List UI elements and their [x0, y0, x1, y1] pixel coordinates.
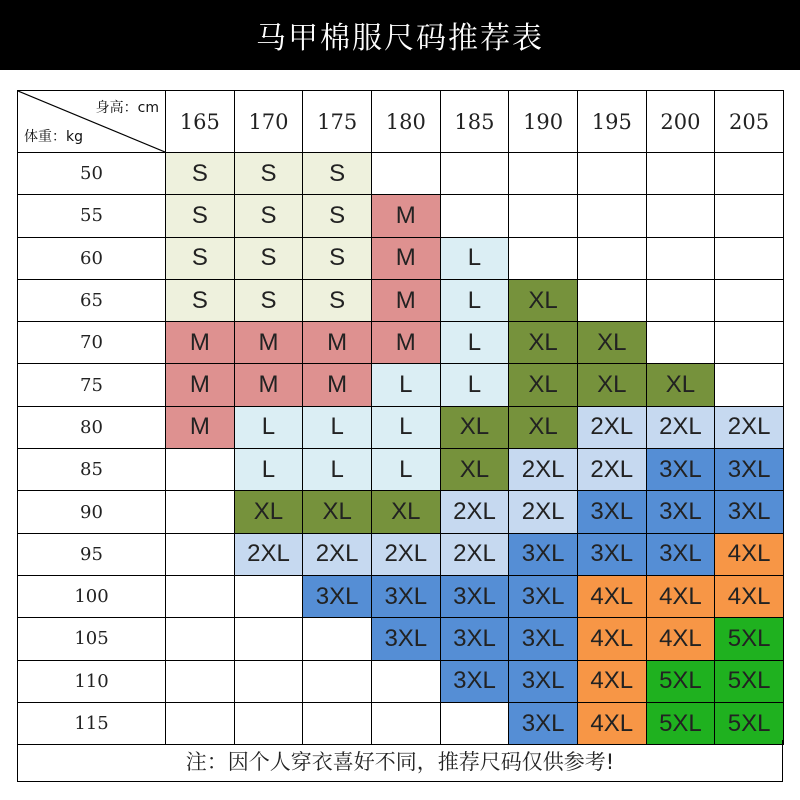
- size-cell: [166, 660, 235, 702]
- size-cell: 2XL: [577, 449, 646, 491]
- header-row: [18, 91, 784, 153]
- size-cell: [715, 195, 784, 237]
- size-cell: XL: [577, 322, 646, 364]
- size-cell: 2XL: [646, 406, 715, 448]
- size-cell: M: [303, 364, 372, 406]
- height-header-195: 195: [577, 91, 646, 153]
- weight-cell: 90: [18, 491, 166, 533]
- size-cell: XL: [440, 449, 509, 491]
- size-cell: [577, 237, 646, 279]
- size-cell: [440, 153, 509, 195]
- size-cell: 4XL: [577, 702, 646, 744]
- size-cell: [371, 660, 440, 702]
- weight-cell: 85: [18, 449, 166, 491]
- size-cell: [715, 279, 784, 321]
- table-row: [18, 322, 784, 364]
- size-cell: XL: [303, 491, 372, 533]
- size-cell: S: [166, 153, 235, 195]
- size-cell: 3XL: [646, 533, 715, 575]
- size-cell: 2XL: [371, 533, 440, 575]
- size-cell: [166, 618, 235, 660]
- size-cell: 4XL: [577, 660, 646, 702]
- table-row: [18, 153, 784, 195]
- table-row: [18, 491, 784, 533]
- size-cell: L: [234, 449, 303, 491]
- size-cell: XL: [646, 364, 715, 406]
- size-cell: 5XL: [715, 618, 784, 660]
- weight-cell: 65: [18, 279, 166, 321]
- size-cell: 2XL: [234, 533, 303, 575]
- table-row: [18, 702, 784, 744]
- table-body: [18, 153, 784, 745]
- size-cell: M: [371, 322, 440, 364]
- table-row: [18, 279, 784, 321]
- size-cell: [715, 153, 784, 195]
- size-cell: XL: [509, 406, 578, 448]
- size-cell: L: [371, 364, 440, 406]
- table-row: [18, 660, 784, 702]
- size-cell: M: [166, 364, 235, 406]
- table-row: [18, 195, 784, 237]
- size-cell: [303, 660, 372, 702]
- size-cell: 3XL: [646, 491, 715, 533]
- size-cell: L: [234, 406, 303, 448]
- size-cell: [577, 195, 646, 237]
- size-cell: M: [371, 279, 440, 321]
- size-cell: 3XL: [509, 618, 578, 660]
- weight-cell: 105: [18, 618, 166, 660]
- size-cell: S: [166, 279, 235, 321]
- weight-cell: 115: [18, 702, 166, 744]
- size-cell: XL: [577, 364, 646, 406]
- size-cell: [646, 237, 715, 279]
- size-cell: [646, 279, 715, 321]
- weight-axis-label: 体重：kg: [24, 129, 83, 145]
- size-cell: 3XL: [715, 449, 784, 491]
- size-cell: [166, 491, 235, 533]
- table-row: [18, 406, 784, 448]
- height-header-165: 165: [166, 91, 235, 153]
- weight-cell: 75: [18, 364, 166, 406]
- size-cell: [715, 364, 784, 406]
- size-cell: L: [371, 449, 440, 491]
- size-cell: 2XL: [509, 449, 578, 491]
- size-cell: 2XL: [577, 406, 646, 448]
- size-cell: M: [371, 195, 440, 237]
- size-cell: XL: [234, 491, 303, 533]
- weight-cell: 70: [18, 322, 166, 364]
- corner-header-cell: [18, 91, 166, 153]
- size-cell: 2XL: [440, 533, 509, 575]
- size-cell: S: [234, 153, 303, 195]
- table-row: [18, 618, 784, 660]
- size-cell: [440, 195, 509, 237]
- size-cell: [646, 322, 715, 364]
- size-cell: [509, 153, 578, 195]
- size-cell: L: [440, 322, 509, 364]
- size-cell: S: [303, 153, 372, 195]
- size-cell: 3XL: [509, 575, 578, 617]
- size-cell: 4XL: [715, 533, 784, 575]
- weight-cell: 50: [18, 153, 166, 195]
- size-cell: S: [234, 237, 303, 279]
- size-cell: [715, 237, 784, 279]
- size-cell: 3XL: [371, 618, 440, 660]
- height-header-190: 190: [509, 91, 578, 153]
- size-cell: [166, 449, 235, 491]
- size-cell: [509, 195, 578, 237]
- table-row: [18, 575, 784, 617]
- weight-cell: 80: [18, 406, 166, 448]
- table-row: [18, 237, 784, 279]
- size-cell: [646, 153, 715, 195]
- size-cell: S: [303, 195, 372, 237]
- size-cell: 3XL: [440, 660, 509, 702]
- size-cell: 5XL: [715, 702, 784, 744]
- size-cell: L: [440, 364, 509, 406]
- size-cell: 3XL: [577, 533, 646, 575]
- weight-cell: 100: [18, 575, 166, 617]
- size-cell: 3XL: [646, 449, 715, 491]
- size-cell: [234, 660, 303, 702]
- size-cell: 2XL: [509, 491, 578, 533]
- size-cell: XL: [509, 322, 578, 364]
- size-cell: 4XL: [646, 575, 715, 617]
- size-cell: S: [234, 279, 303, 321]
- size-cell: L: [440, 279, 509, 321]
- size-cell: 4XL: [646, 618, 715, 660]
- size-cell: [509, 237, 578, 279]
- size-cell: M: [166, 322, 235, 364]
- height-header-200: 200: [646, 91, 715, 153]
- height-axis-label: 身高：cm: [95, 100, 159, 116]
- weight-cell: 95: [18, 533, 166, 575]
- size-cell: [166, 702, 235, 744]
- page-title: 马甲棉服尺码推荐表: [0, 0, 800, 70]
- size-cell: M: [166, 406, 235, 448]
- size-cell: S: [166, 237, 235, 279]
- size-cell: 5XL: [715, 660, 784, 702]
- size-cell: [234, 702, 303, 744]
- size-cell: 2XL: [303, 533, 372, 575]
- size-cell: 3XL: [509, 660, 578, 702]
- size-cell: S: [166, 195, 235, 237]
- size-cell: 3XL: [440, 618, 509, 660]
- height-header-175: 175: [303, 91, 372, 153]
- size-cell: 2XL: [715, 406, 784, 448]
- height-header-205: 205: [715, 91, 784, 153]
- size-cell: [646, 195, 715, 237]
- size-cell: S: [234, 195, 303, 237]
- size-cell: [577, 279, 646, 321]
- size-chart-table: [17, 90, 784, 745]
- size-cell: M: [371, 237, 440, 279]
- weight-cell: 60: [18, 237, 166, 279]
- size-cell: S: [303, 237, 372, 279]
- table-row: [18, 449, 784, 491]
- size-cell: 3XL: [509, 702, 578, 744]
- size-cell: M: [234, 364, 303, 406]
- size-cell: L: [303, 449, 372, 491]
- size-cell: L: [303, 406, 372, 448]
- size-cell: L: [371, 406, 440, 448]
- size-cell: M: [303, 322, 372, 364]
- size-cell: 4XL: [715, 575, 784, 617]
- height-header-170: 170: [234, 91, 303, 153]
- size-cell: [234, 618, 303, 660]
- weight-cell: 55: [18, 195, 166, 237]
- size-cell: 3XL: [577, 491, 646, 533]
- size-cell: 2XL: [440, 491, 509, 533]
- size-cell: 3XL: [509, 533, 578, 575]
- size-cell: 3XL: [440, 575, 509, 617]
- size-cell: L: [440, 237, 509, 279]
- size-cell: [440, 702, 509, 744]
- size-cell: [166, 533, 235, 575]
- size-cell: 4XL: [577, 618, 646, 660]
- size-cell: [166, 575, 235, 617]
- size-cell: [715, 322, 784, 364]
- size-cell: [303, 702, 372, 744]
- size-cell: M: [234, 322, 303, 364]
- size-cell: [577, 153, 646, 195]
- size-cell: [371, 702, 440, 744]
- size-cell: 5XL: [646, 702, 715, 744]
- size-cell: XL: [509, 364, 578, 406]
- size-cell: 3XL: [371, 575, 440, 617]
- size-cell: XL: [371, 491, 440, 533]
- footnote: 注：因个人穿衣喜好不同，推荐尺码仅供参考!: [17, 740, 783, 782]
- table-row: [18, 364, 784, 406]
- table-row: [18, 533, 784, 575]
- size-cell: 3XL: [715, 491, 784, 533]
- size-cell: XL: [440, 406, 509, 448]
- size-cell: XL: [509, 279, 578, 321]
- height-header-180: 180: [371, 91, 440, 153]
- size-cell: [303, 618, 372, 660]
- size-cell: 5XL: [646, 660, 715, 702]
- size-cell: [234, 575, 303, 617]
- weight-cell: 110: [18, 660, 166, 702]
- size-cell: 3XL: [303, 575, 372, 617]
- size-cell: [371, 153, 440, 195]
- size-cell: S: [303, 279, 372, 321]
- size-cell: 4XL: [577, 575, 646, 617]
- height-header-185: 185: [440, 91, 509, 153]
